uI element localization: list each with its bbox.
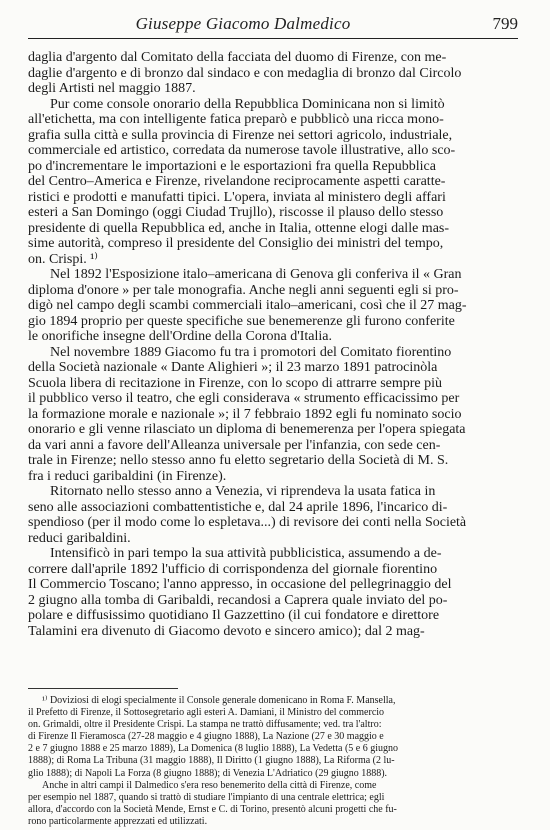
body-text-line: Nel 1892 l'Esposizione italo–americana di Genova gli conferiva il « Gran [50, 267, 462, 282]
footnote-divider [28, 688, 178, 689]
body-text-line: Intensificò in pari tempo la sua attività pubblicistica, assumendo a de- [50, 546, 442, 561]
body-text-line: trale in Firenze; nello stesso anno fu eletto segretario della Società di M. S. [28, 453, 449, 468]
body-text-line: della Società nazionale « Dante Alighieri »; il 23 marzo 1891 patrocinòla [28, 360, 438, 375]
body-text-line: diploma d'onore » per tale monografia. Anche negli anni seguenti egli si pro- [28, 282, 459, 298]
footnote-line: rono particolarmente apprezzati ed utilizzati. [28, 815, 208, 827]
footnote-line: il Prefetto di Firenze, il Sottosegretario agli esteri A. Damiani, il Ministro del commercio [28, 707, 385, 719]
footnotes [28, 695, 518, 828]
body-text-line: da vari anni a favore dell'Alleanza universale per l'infanzia, con sede cen- [28, 437, 441, 453]
body-text-line: Nel novembre 1889 Giacomo fu tra i promotori del Comitato fiorentino [50, 344, 452, 360]
body-text-line: digò nel campo degli scambi commerciali italo–americani, così che il 27 mag- [28, 298, 467, 313]
body-text-line: Talamini era divenuto di Giacomo devoto e sincero amico); dal 2 mag- [28, 623, 425, 639]
body-text-line: Pur come console onorario della Repubblica Dominicana non si limitò [50, 96, 445, 112]
body-text-line: il pubblico verso il teatro, che egli considerava « strumento efficacissimo per [28, 391, 460, 406]
body-text-line: Il Commercio Toscano; l'anno appresso, in occasione del pellegrinaggio del [28, 577, 452, 592]
footnote-line: glio 1888); di Napoli La Forza (8 giugno 1888); di Venezia L'Adriatico (29 giugno 1888). [28, 767, 388, 779]
main-text [28, 50, 518, 639]
body-text-line: presidente di quella Repubblica ed, anche in Italia, ottenne elogi dalle mas- [28, 220, 450, 236]
body-text-line: polare e diffusissimo quotidiano Il Gazzettino (il cui fondatore e direttore [28, 608, 440, 623]
footnote-line: on. Grimaldi, oltre il Presidente Crispi. La stampa ne trattò diffusamente; ved. tra l'altro: [28, 719, 382, 731]
body-text-line: ristici e prodotti e manufatti tipici. L'opera, inviata al ministero degli affari [28, 189, 446, 205]
body-text-line: gio 1894 proprio per queste specifiche sue benemerenze gli furono conferite [28, 313, 455, 329]
body-text-line: reduci garibaldini. [28, 530, 131, 546]
body-text-line: correre dall'aprile 1892 l'ufficio di corrispondenza del giornale fiorentino [28, 561, 438, 577]
body-text-line: la formazione morale e nazionale »; il 7 febbraio 1892 egli fu nominato socio [28, 406, 462, 422]
footnote-line: ¹⁾ Doviziosi di elogi specialmente il Console generale domenicano in Roma F. Mansella, [42, 695, 396, 706]
body-text-line: commerciale ed artistico, corredata da numerose tavole illustrative, allo sco- [28, 143, 456, 158]
body-text-line: spendioso (per il modo come lo espletava...) di revisore dei conti nella Società [28, 515, 467, 530]
footnote-line: per esempio nel 1887, quando si trattò di studiare l'impianto di una centrale elettrica; egli [28, 791, 385, 803]
body-text-line: Scuola libera di recitazione in Firenze, con lo scopo di attrarre sempre più [28, 375, 443, 391]
body-text-line: grafia sulla città e sulla provincia di Firenze nei settori agricolo, industriale, [28, 127, 453, 143]
footnote-line: 1888); di Roma La Tribuna (31 maggio 1888), Il Diritto (1 giugno 1888), La Riforma (2 lu- [28, 755, 395, 767]
body-text-line: fra i reduci garibaldini (in Firenze). [28, 468, 227, 484]
body-text-line: sime autorità, compreso il presidente del Consiglio dei ministri del tempo, [28, 236, 444, 251]
page-header [28, 8, 518, 39]
running-title: Giuseppe Giacomo Dalmedico [135, 14, 351, 33]
footnote-line: allora, d'accordo con la Società Mende, Ernst e C. di Torino, presentò alcuni progetti che fu- [28, 803, 397, 815]
body-text-line: all'etichetta, ma con intelligente fatica preparò e pubblicò una ricca mono- [28, 112, 444, 127]
body-text-line: daglia d'argento dal Comitato della facciata del duomo di Firenze, con me- [28, 50, 447, 65]
body-text-line: onorario e gli venne rilasciato un diploma di benemerenza per l'opera spiegata [28, 422, 466, 437]
page-number: 799 [492, 14, 518, 33]
body-text-line: esteri a San Domingo (oggi Ciudad Trujllo), riscosse il plauso dello stesso [28, 205, 444, 220]
body-text-line: po d'incrementare le importazioni e le esportazioni fra quella Repubblica [28, 158, 436, 174]
body-text-line: le onorifiche insegne dell'Ordine della Corona d'Italia. [28, 329, 332, 344]
footnote-line: Anche in altri campi il Dalmedico s'era reso benemerito della città di Firenze, come [42, 779, 377, 791]
footnote-line: di Firenze Il Fieramosca (27-28 maggio e 4 giugno 1888), La Nazione (27 e 30 maggio e [28, 731, 384, 743]
body-text-line: degli Artisti nel maggio 1887. [28, 81, 196, 96]
body-text-line: seno alle associazioni combattentistiche e, dal 24 aprile 1896, l'incarico di- [28, 499, 448, 515]
body-text-line: 2 giugno alla tomba di Garibaldi, recandosi a Caprera quale inviato del po- [28, 592, 448, 608]
footnote-line: 2 e 7 giugno 1888 e 25 marzo 1889), La Domenica (8 luglio 1888), La Vedetta (5 e 6 giugno [28, 743, 399, 755]
body-text-line: daglie d'argento e di bronzo dal sindaco e con medaglia di bronzo dal Circolo [28, 65, 462, 81]
body-text-line: del Centro–America e Firenze, rivelandone reciprocamente aspetti caratte- [28, 174, 446, 189]
body-text-line: on. Crispi. ¹⁾ [28, 251, 98, 267]
body-text-line: Ritornato nello stesso anno a Venezia, vi riprendeva la usata fatica in [50, 484, 436, 499]
